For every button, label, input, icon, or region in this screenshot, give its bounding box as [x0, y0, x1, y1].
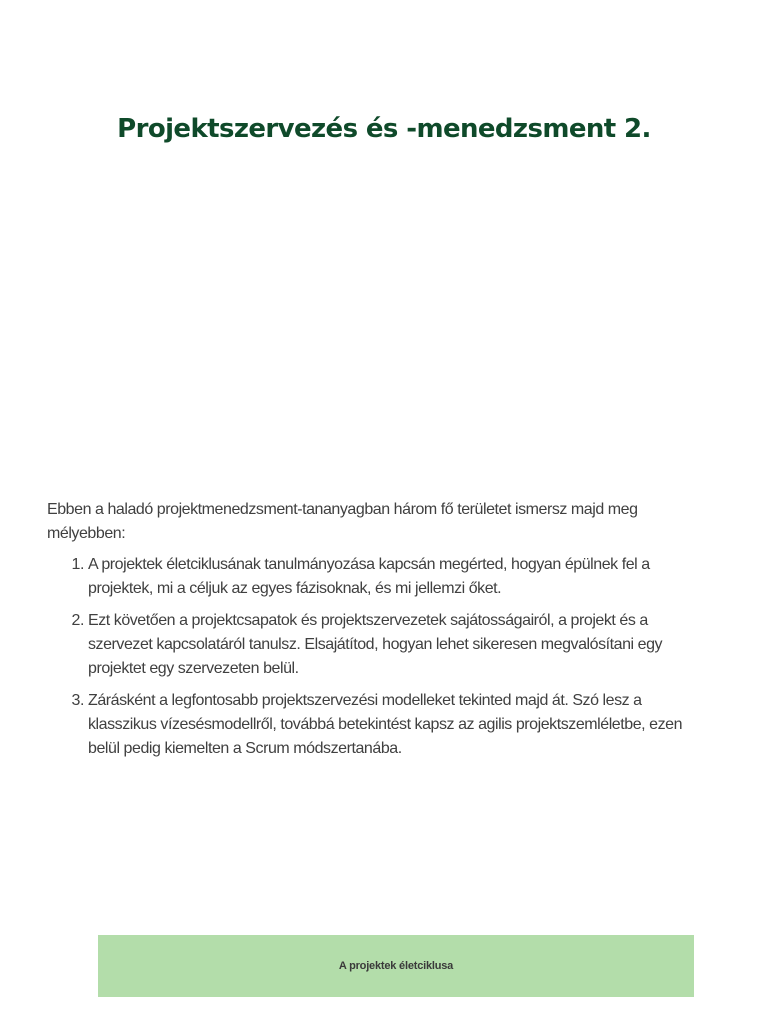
- list-item: 3. Zárásként a legfontosabb projektszervezési modelleket tekinted majd át. Szó lesz a klasszikus vízesésmodellről, továbbá betekintést kapsz az agilis projektszemléletbe, ezen belül pedig kiemelten a Scrum módszertanába.: [88, 689, 707, 761]
- intro-paragraph: Ebben a haladó projektmenedzsment-tananyagban három fő területet ismersz majd meg mélyebben:: [47, 501, 638, 542]
- topics-list: [47, 553, 707, 769]
- page-title: Projektszervezés és -menedzsment 2.: [117, 114, 651, 144]
- next-section-label: A projektek életciklusa: [338, 960, 454, 972]
- next-section-button[interactable]: [98, 935, 694, 997]
- list-item: 2. Ezt követően a projektcsapatok és projektszervezetek sajátosságairól, a projekt és a szervezet kapcsolatáról tanulsz. Elsajátítod, hogyan lehet sikeresen megvalósítani egy projektet egy szervezeten belül.: [88, 609, 707, 681]
- list-item: 1. A projektek életciklusának tanulmányozása kapcsán megérted, hogyan épülnek fel a projektek, mi a céljuk az egyes fázisoknak, és mi jellemzi őket.: [88, 553, 707, 601]
